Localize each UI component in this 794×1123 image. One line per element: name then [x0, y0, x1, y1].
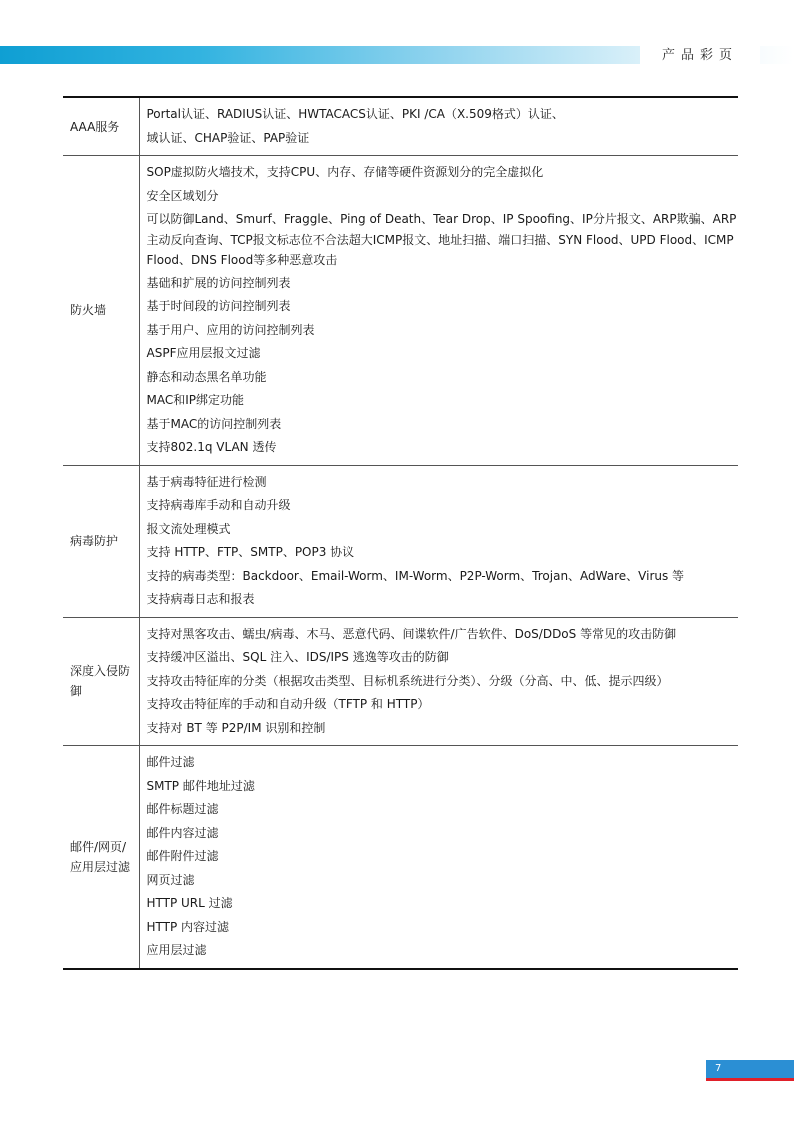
section-items — [139, 617, 738, 746]
section-ips — [63, 617, 738, 746]
list-item: SOP虚拟防火墙技术，支持CPU、内存、存储等硬件资源划分的完全虚拟化 — [146, 165, 544, 179]
list-item: 邮件标题过滤 — [146, 802, 219, 816]
list-item: 支持 HTTP、FTP、SMTP、POP3 协议 — [146, 545, 355, 559]
list-item: 应用层过滤 — [146, 943, 207, 957]
list-item: 支持对黑客攻击、蠕虫/病毒、木马、恶意代码、间谍软件/广告软件、DoS/DDoS 等常见的攻击防御 — [146, 626, 677, 641]
section-filtering — [63, 746, 738, 969]
list-item: 邮件内容过滤 — [146, 825, 219, 840]
list-item: 静态和动态黑名单功能 — [146, 369, 267, 384]
page-number: 7 — [706, 1060, 794, 1078]
spec-table — [63, 96, 738, 970]
section-aaa — [63, 97, 738, 156]
section-category: 邮件/网页/应用层过滤 — [63, 746, 139, 969]
list-item: 支持对 BT 等 P2P/IM 识别和控制 — [146, 720, 326, 735]
list-item: 支持缓冲区溢出、SQL 注入、IDS/IPS 逃逸等攻击的防御 — [146, 650, 449, 664]
page-number-underline — [706, 1078, 794, 1081]
list-item: 基于时间段的访问控制列表 — [146, 299, 291, 313]
list-item: SMTP 邮件地址过滤 — [146, 778, 255, 793]
section-firewall — [63, 156, 738, 466]
list-item: 支持病毒日志和报表 — [146, 592, 255, 606]
section-items — [139, 746, 738, 969]
list-item: HTTP URL 过滤 — [146, 896, 233, 910]
section-items — [139, 156, 738, 466]
list-item: MAC和IP绑定功能 — [146, 393, 245, 407]
list-item: 邮件过滤 — [146, 755, 195, 769]
list-item: 可以防御Land、Smurf、Fraggle、Ping of Death、Tear Drop、IP Spoofing、IP分片报文、ARP欺骗、ARP主动反向查询、TCP报文标志位不合法超大ICMP报文、地址扫描、端口扫描、SYN Flood、UPD Flood、ICMP Flood、DNS Flood等多种恶意攻击 — [146, 212, 737, 267]
section-category: AAA服务 — [63, 97, 139, 156]
list-item: 网页过滤 — [146, 872, 195, 887]
section-antivirus — [63, 465, 738, 617]
list-item: 基于病毒特征进行检测 — [146, 474, 267, 489]
list-item: 支持攻击特征库的分类（根据攻击类型、目标机系统进行分类）、分级（分高、中、低、提示四级） — [146, 673, 669, 688]
list-item: 邮件附件过滤 — [146, 849, 219, 863]
list-item: 支持802.1q VLAN 透传 — [146, 440, 277, 454]
list-item: 支持病毒库手动和自动升级 — [146, 498, 291, 512]
section-category: 防火墙 — [63, 156, 139, 466]
list-item: HTTP 内容过滤 — [146, 919, 230, 934]
list-item: 基于用户、应用的访问控制列表 — [146, 322, 315, 337]
list-item: 基于MAC的访问控制列表 — [146, 416, 282, 431]
section-category: 深度入侵防御 — [63, 617, 139, 746]
section-items — [139, 97, 738, 156]
list-item: 域认证、CHAP验证、PAP验证 — [146, 130, 310, 145]
list-item: ASPF应用层报文过滤 — [146, 346, 261, 360]
section-items — [139, 465, 738, 617]
list-item: 基础和扩展的访问控制列表 — [146, 275, 291, 290]
list-item: 支持的病毒类型：Backdoor、Email-Worm、IM-Worm、P2P-Worm、Trojan、AdWare、Virus 等 — [146, 568, 685, 583]
section-category: 病毒防护 — [63, 465, 139, 617]
list-item: Portal认证、RADIUS认证、HWTACACS认证、PKI /CA（X.509格式）认证、 — [146, 107, 564, 121]
list-item: 报文流处理模式 — [146, 521, 231, 536]
list-item: 安全区域划分 — [146, 188, 219, 203]
list-item: 支持攻击特征库的手动和自动升级（TFTP 和 HTTP） — [146, 697, 430, 711]
header-title: 产品彩页 — [640, 45, 760, 67]
